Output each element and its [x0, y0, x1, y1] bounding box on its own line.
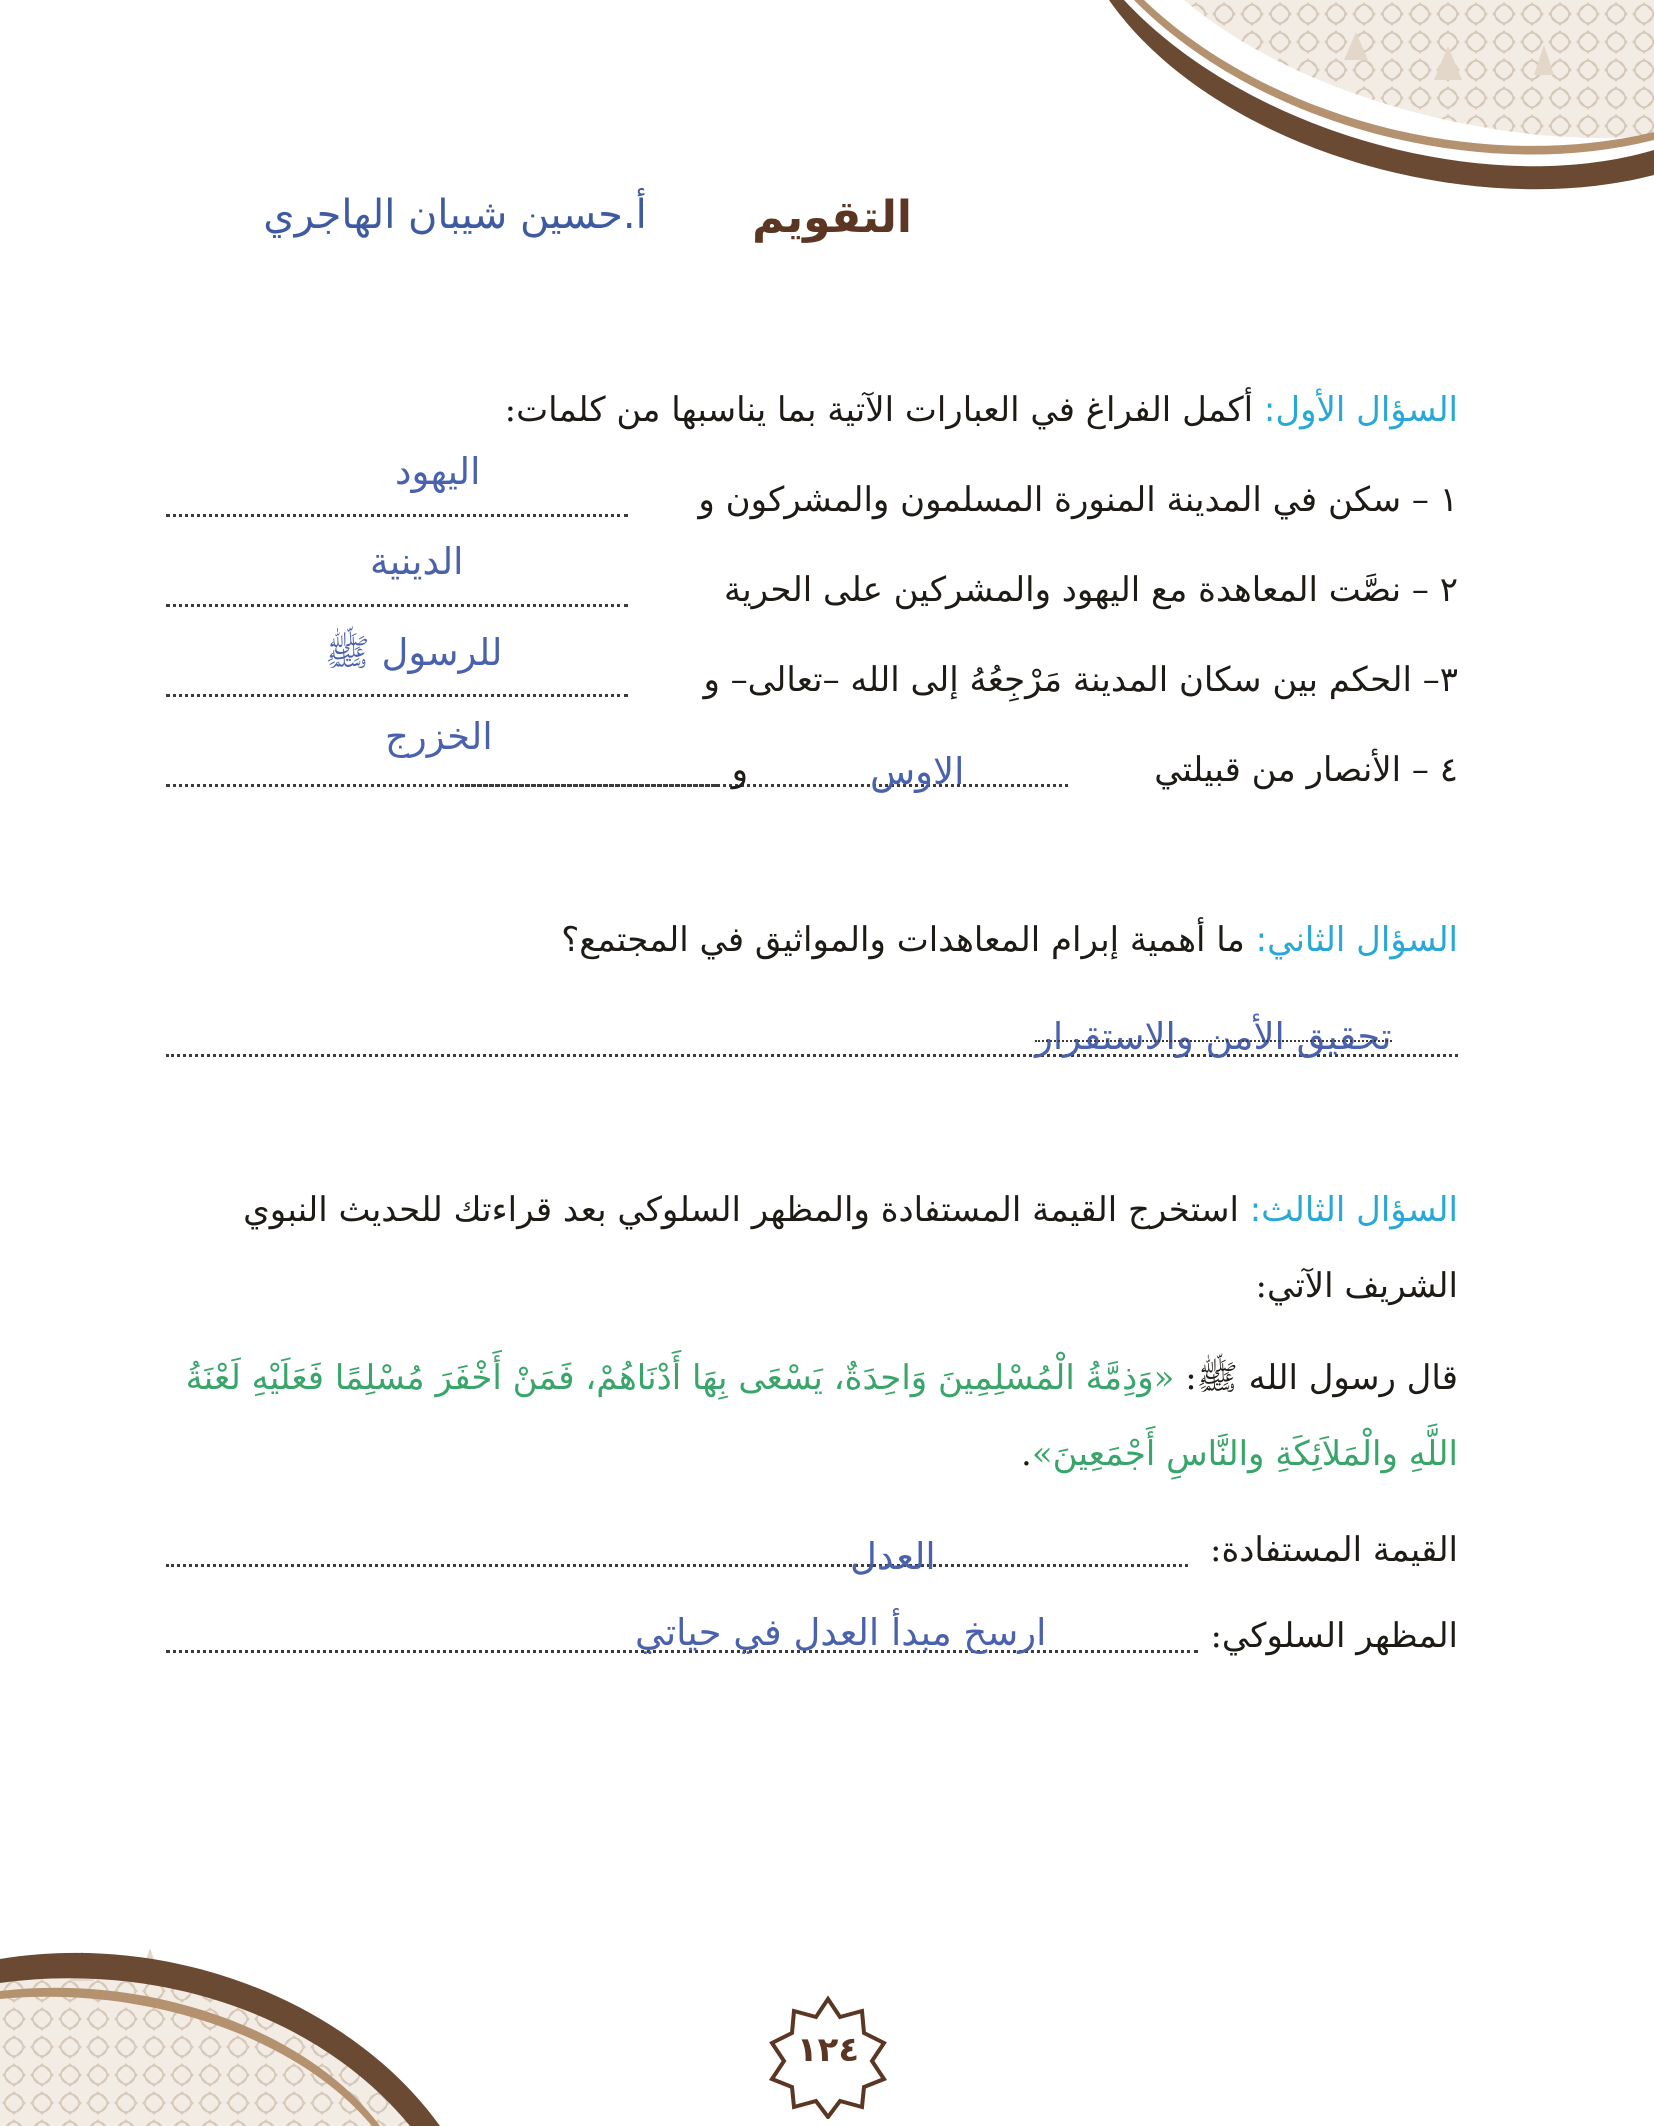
behavior-label: المظهر السلوكي:: [1210, 1616, 1458, 1656]
q3-prompt-line2: الشريف الآتي:: [1255, 1266, 1458, 1306]
q1-item-3: [160, 631, 1458, 710]
value-row: [160, 1520, 1458, 1580]
q1-item-1-answer: اليهود: [395, 450, 481, 493]
q3-header: [160, 1180, 1458, 1240]
q3-label: السؤال الثالث:: [1249, 1190, 1458, 1230]
answer-blank[interactable]: [166, 604, 628, 607]
q1-item-4-text: ٤ – الأنصار من قبيلتي: [1154, 750, 1458, 790]
answer-blank[interactable]: [166, 514, 628, 517]
q2-label: السؤال الثاني:: [1255, 920, 1458, 960]
answer-blank-b[interactable]: [166, 784, 718, 787]
q1-item-1-text: ١ – سكن في المدينة المنورة المسلمون والمشركون و: [698, 480, 1458, 520]
behavior-answer: ارسخ مبدأ العدل في حياتي: [635, 1611, 1047, 1654]
q1-item-2: [160, 540, 1458, 620]
page-number: ١٢٤: [796, 2030, 860, 2070]
q1-item-4-answer-b: الخزرج: [385, 715, 493, 758]
q1-header: [160, 380, 1458, 440]
value-answer: العدل: [850, 1535, 936, 1578]
page-title: التقويم: [752, 192, 912, 243]
q3-header-line2: [160, 1256, 1458, 1316]
hadith-end: .: [1021, 1434, 1032, 1474]
q1-item-2-text: ٢ – نصَّت المعاهدة مع اليهود والمشركين على الحرية: [723, 570, 1458, 610]
value-label: القيمة المستفادة:: [1210, 1530, 1458, 1570]
behavior-row: [160, 1606, 1458, 1666]
q1-item-4-answer-a: الاوس: [870, 750, 965, 793]
hadith-text: «وَذِمَّةُ الْمُسْلِمِينَ وَاحِدَةٌ، يَسْعَى بِهَا أَدْنَاهُمْ، فَمَنْ أَخْفَرَ مُسْلِمًا فَعَلَيْهِ لَعْنَةُ اللَّهِ والْمَلاَئِكَةِ والنَّاسِ أَجْمَعِينَ»: [185, 1358, 1458, 1474]
bottom-corner-ornament: [0, 1921, 450, 2126]
q2-answer: تحقيق الأمن والاستقرار: [1035, 1015, 1392, 1058]
hadith-intro: قال رسول الله ﷺ:: [1174, 1358, 1458, 1398]
q2-header: [160, 910, 1458, 970]
q2-prompt: ما أهمية إبرام المعاهدات والمواثيق في المجتمع؟: [561, 920, 1256, 960]
answer-blank[interactable]: [166, 1564, 1188, 1567]
q2-answer-line: [160, 1010, 1458, 1070]
q1-item-4-connector: و: [731, 750, 748, 790]
q1-item-1: [160, 450, 1458, 530]
top-corner-ornament: [1014, 0, 1654, 190]
answer-blank[interactable]: [166, 694, 628, 697]
q1-prompt: أكمل الفراغ في العبارات الآتية بما يناسبها من كلمات:: [504, 390, 1264, 430]
q1-item-3-answer: للرسول ﷺ: [325, 631, 503, 674]
q1-item-2-answer: الدينية: [370, 540, 464, 583]
q3-prompt: استخرج القيمة المستفادة والمظهر السلوكي بعد قراءتك للحديث النبوي: [243, 1190, 1250, 1230]
hadith-block: [140, 1340, 1458, 1492]
q1-item-3-text: ٣– الحكم بين سكان المدينة مَرْجِعُهُ إلى الله –تعالى– و: [703, 660, 1458, 700]
q1-label: السؤال الأول:: [1263, 390, 1458, 430]
author-name: أ.حسين شيبان الهاجري: [263, 192, 647, 238]
q1-item-4: [160, 715, 1458, 800]
